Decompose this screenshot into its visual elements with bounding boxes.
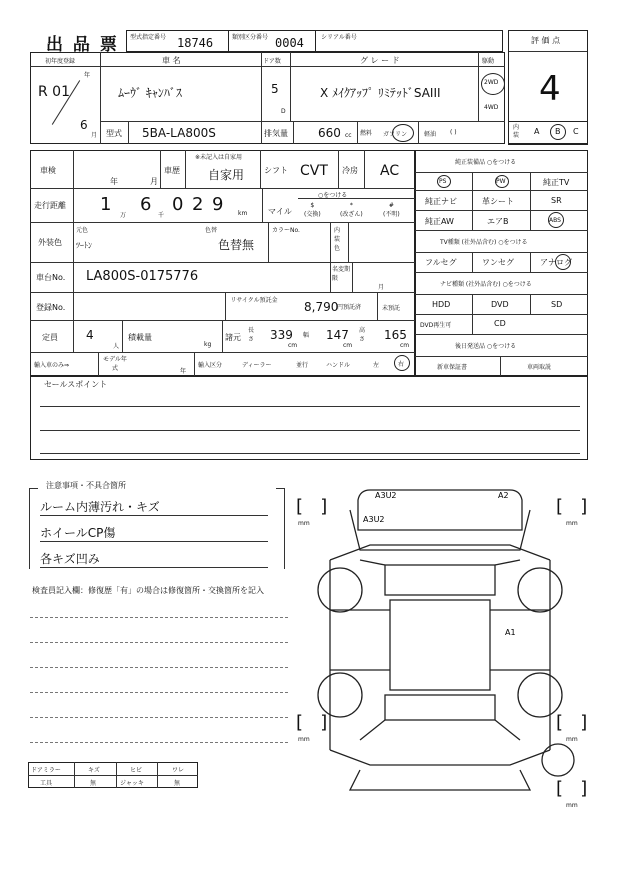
first-registration-label: 初年度登録 [45, 58, 76, 65]
legend-jack-value: 無 [174, 780, 181, 787]
odo-option-unknown: # (不明) [383, 202, 400, 218]
handle-right: 右 [398, 361, 405, 368]
car-body-top [330, 545, 550, 560]
handle-left: 左 [373, 362, 380, 369]
recycle-unit: 円預託済 [337, 304, 362, 311]
equip-navi: 純正ナビ [425, 197, 457, 206]
mileage-digit: 1 [100, 194, 112, 215]
mark-a1: A1 [505, 628, 516, 637]
vin: LA800S-0175776 [86, 269, 199, 284]
tire-mm: mm [566, 736, 578, 743]
import-class-label: 輸入区分 [198, 362, 223, 369]
height-label: 高さ [359, 327, 366, 343]
type-number-box [126, 30, 229, 52]
mile-label: マイル [268, 207, 292, 216]
sales-point-box [30, 376, 588, 460]
capacity-label: 定員 [42, 333, 58, 342]
tire-mm: mm [566, 802, 578, 809]
ac: AC [380, 163, 400, 179]
car-diagram [290, 470, 590, 810]
score-value: 4 [539, 69, 561, 109]
original-color-label: 元色 [76, 227, 89, 234]
equip-ps: PS [439, 178, 447, 185]
notes-bracket-right [276, 488, 285, 569]
interior-box [508, 121, 588, 144]
name-change-month: 月 [378, 284, 385, 291]
name-change-label: 名変期限 [332, 266, 351, 282]
car-rear-window [385, 695, 495, 720]
load-label: 積載量 [128, 333, 152, 342]
ac-label: 冷房 [342, 166, 358, 175]
history: 自家用 [208, 168, 245, 182]
mark-a2: A2 [498, 491, 509, 500]
width-label: 幅 [303, 332, 310, 339]
height: 165 [384, 328, 407, 342]
fuel-other: ( ) [450, 129, 457, 136]
handle-label: ハンドル [326, 362, 351, 369]
mileage-digit: 2 [192, 194, 204, 215]
legend-mirror: ドアミラー [31, 767, 61, 774]
odo-option-exchange: $ (交換) [304, 202, 321, 218]
door-count-label: ドア数 [263, 58, 281, 65]
navi-title: ナビ種類 (社外品含む) ○をつける [440, 281, 532, 288]
interior-label: 内装 [513, 124, 520, 139]
mileage-digit: 0 [172, 194, 184, 215]
car-body-bottom [330, 750, 550, 765]
inspector-line [30, 617, 288, 618]
navi-dvd: DVD [491, 300, 509, 309]
form-title: 出 品 票 [46, 35, 119, 55]
legend-crack: ヒビ [130, 767, 143, 774]
navi-sd: SD [551, 300, 563, 309]
registration-label: 登録No. [36, 303, 66, 312]
tv-fullseg: フルセグ [425, 258, 457, 267]
import-label: 輸入車のみ⇒ [34, 362, 70, 369]
mileage-digit: 9 [212, 194, 224, 215]
sen-unit: 千 [158, 212, 165, 219]
car-windshield [385, 565, 495, 595]
tire-bracket-rr: [ ] [556, 712, 588, 733]
tire-mm: mm [298, 520, 310, 527]
color-code-label: カラーNo. [272, 227, 300, 234]
length-unit: cm [288, 342, 298, 349]
drive-label: 駆動 [482, 58, 495, 65]
tv-analog: アナログ [540, 258, 572, 267]
sales-point-label: セールスポイント [44, 380, 108, 389]
odo-option-tampered: * (改ざん) [340, 202, 363, 218]
man-unit: 万 [120, 212, 127, 219]
height-unit: cm [400, 342, 410, 349]
recycle-label: リサイクル預託金 [230, 297, 278, 304]
class-number-label: 類別区分番号 [232, 34, 269, 41]
car-name-label: 車 名 [162, 56, 181, 65]
first-registration-month: 6 [80, 118, 88, 132]
car-door-lines [330, 610, 550, 670]
grade: X ﾒｲｸｱｯﾌﾟ ﾘﾐﾃｯﾄﾞSAIII [320, 86, 441, 100]
sales-line [40, 406, 580, 407]
inspection-month-label: 月 [150, 177, 158, 186]
inspection-year-label: 年 [110, 177, 118, 186]
shift: CVT [300, 163, 328, 179]
model-year-label: モデル年式 [103, 356, 127, 372]
tire-mm: mm [566, 520, 578, 527]
note-line: ホイールCP傷 [40, 524, 268, 542]
car-roof [390, 600, 490, 690]
inspector-line [30, 642, 288, 643]
vin-label: 車台No. [36, 273, 66, 282]
displacement-unit: cc [345, 132, 352, 139]
equip-aw: 純正AW [425, 217, 454, 226]
wheel-rear-right [518, 673, 562, 717]
sales-line [40, 453, 580, 454]
recycle-amount: 8,790 [304, 300, 339, 314]
interior-c: C [573, 127, 579, 136]
class-number: 0004 [275, 36, 304, 50]
color-change-label: 色替 [205, 227, 218, 234]
equip-cd: CD [494, 319, 506, 328]
inspector-line [30, 667, 288, 668]
tire-mm: mm [298, 736, 310, 743]
notes-bracket [29, 488, 38, 569]
legend-scratch: キズ [88, 767, 100, 774]
note-line: ルーム内薄汚れ・キズ [40, 498, 268, 516]
length: 339 [270, 328, 293, 342]
fuel-diesel: 軽油 [424, 131, 437, 138]
notes-label: 注意事項・不具合箇所 [46, 481, 126, 490]
exterior-color-label: 外装色 [38, 238, 62, 247]
interior-b: B [555, 127, 561, 136]
equip-tv: 純正TV [543, 178, 570, 187]
serial-label: シリアル番号 [321, 34, 357, 41]
original-color: ﾂｰﾄﾝ [76, 241, 92, 250]
model-year-unit: 年 [180, 368, 187, 375]
mileage-label: 走行距離 [34, 201, 66, 210]
fuel-label: 燃料 [360, 130, 373, 137]
inspector-line [30, 692, 288, 693]
tire-bracket-fl: [ ] [296, 496, 328, 517]
mileage-digits [80, 192, 260, 218]
interior-color-label: 内装色 [334, 227, 341, 252]
drive-2wd: 2WD [484, 79, 499, 86]
displacement-label: 排気量 [264, 129, 288, 138]
car-hood [360, 560, 520, 740]
tv-title: TV種類 (社外品含む) ○をつける [440, 239, 528, 246]
mark-a3u2-front: A3U2 [363, 515, 385, 524]
tire-bracket-rl: [ ] [296, 712, 328, 733]
model-label: 型式 [106, 129, 122, 138]
not-deposited: 未預託 [382, 305, 401, 312]
equipment-title: 純正装備品 ○をつける [455, 159, 517, 166]
width-unit: cm [343, 342, 353, 349]
equip-airbag: エアB [487, 217, 509, 226]
capacity: 4 [86, 328, 94, 342]
tire-bracket-fr: [ ] [556, 496, 588, 517]
later-title: 後日発送品 ○をつける [455, 343, 517, 350]
door-count: 5 [271, 82, 279, 96]
tv-oneseg: ワンセグ [482, 258, 514, 267]
drive-4wd: 4WD [484, 104, 499, 111]
inspector-line [30, 742, 288, 743]
mileage-digit: 6 [140, 194, 152, 215]
km-unit: km [238, 210, 248, 217]
legend-tools-value: 無 [90, 780, 97, 787]
later-warranty: 新車保証書 [437, 364, 468, 371]
sales-line [40, 430, 580, 431]
width: 147 [326, 328, 349, 342]
wheel-front-left [318, 568, 362, 612]
legend-jack: ジャッキ [120, 780, 144, 787]
equip-leather: 革シート [482, 197, 514, 206]
door-d: D [281, 108, 286, 115]
wheel-rear-left [318, 673, 362, 717]
interior-a: A [534, 127, 540, 136]
history-note: ※未記入は自家用 [195, 154, 243, 161]
mark-a3u2-top: A3U2 [375, 491, 397, 500]
equip-abs: ABS [549, 217, 561, 224]
navi-hdd: HDD [432, 300, 451, 309]
odo-circle-note: ○をつける [318, 192, 348, 199]
history-label: 車歴 [164, 166, 180, 175]
car-name: ﾑｰｳﾞ ｷｬﾝﾊﾞｽ [118, 86, 182, 100]
type-number-label: 型式指定番号 [130, 34, 167, 41]
serial-number-box [315, 30, 503, 52]
legend-tools: 工具 [40, 780, 53, 787]
equip-pw: PW [496, 178, 506, 185]
dims-label: 諸元 [225, 333, 241, 342]
spare-tire [542, 744, 574, 776]
equip-sr: SR [551, 196, 562, 205]
note-line: 各キズ凹み [40, 550, 268, 568]
class-number-box [228, 30, 316, 52]
year-suffix: 年 [84, 72, 91, 79]
wheel-front-right [518, 568, 562, 612]
first-registration-era: R 01 [38, 84, 70, 100]
car-rear-outline [350, 770, 530, 790]
color-change: 色替無 [218, 238, 255, 252]
grade-label: グ レ ー ド [360, 56, 400, 65]
model: 5BA-LA800S [142, 126, 216, 140]
fuel-gasoline: ガソリン [383, 131, 408, 138]
inspector-line [30, 717, 288, 718]
import-parallel: 並行 [296, 362, 309, 369]
kg-unit: kg [204, 341, 212, 348]
shift-label: シフト [264, 166, 288, 175]
month-suffix: 月 [91, 132, 98, 139]
displacement: 660 [318, 126, 341, 140]
inspection-label: 車検 [40, 166, 56, 175]
import-dealer: ディーラー [242, 362, 272, 369]
inspector-note: 検査員記入欄：修復歴「有」の場合は修復箇所・交換箇所を記入 [32, 586, 264, 595]
dvd-playback: DVD再生可 [420, 322, 452, 329]
person-unit: 人 [113, 343, 120, 350]
type-number: 18746 [177, 36, 214, 50]
later-manual: 車両取説 [527, 364, 552, 371]
score-label: 評 価 点 [531, 36, 561, 45]
length-label: 長さ [248, 327, 255, 343]
legend-broken: ワレ [172, 767, 185, 774]
tire-bracket-spare: [ ] [556, 778, 588, 799]
